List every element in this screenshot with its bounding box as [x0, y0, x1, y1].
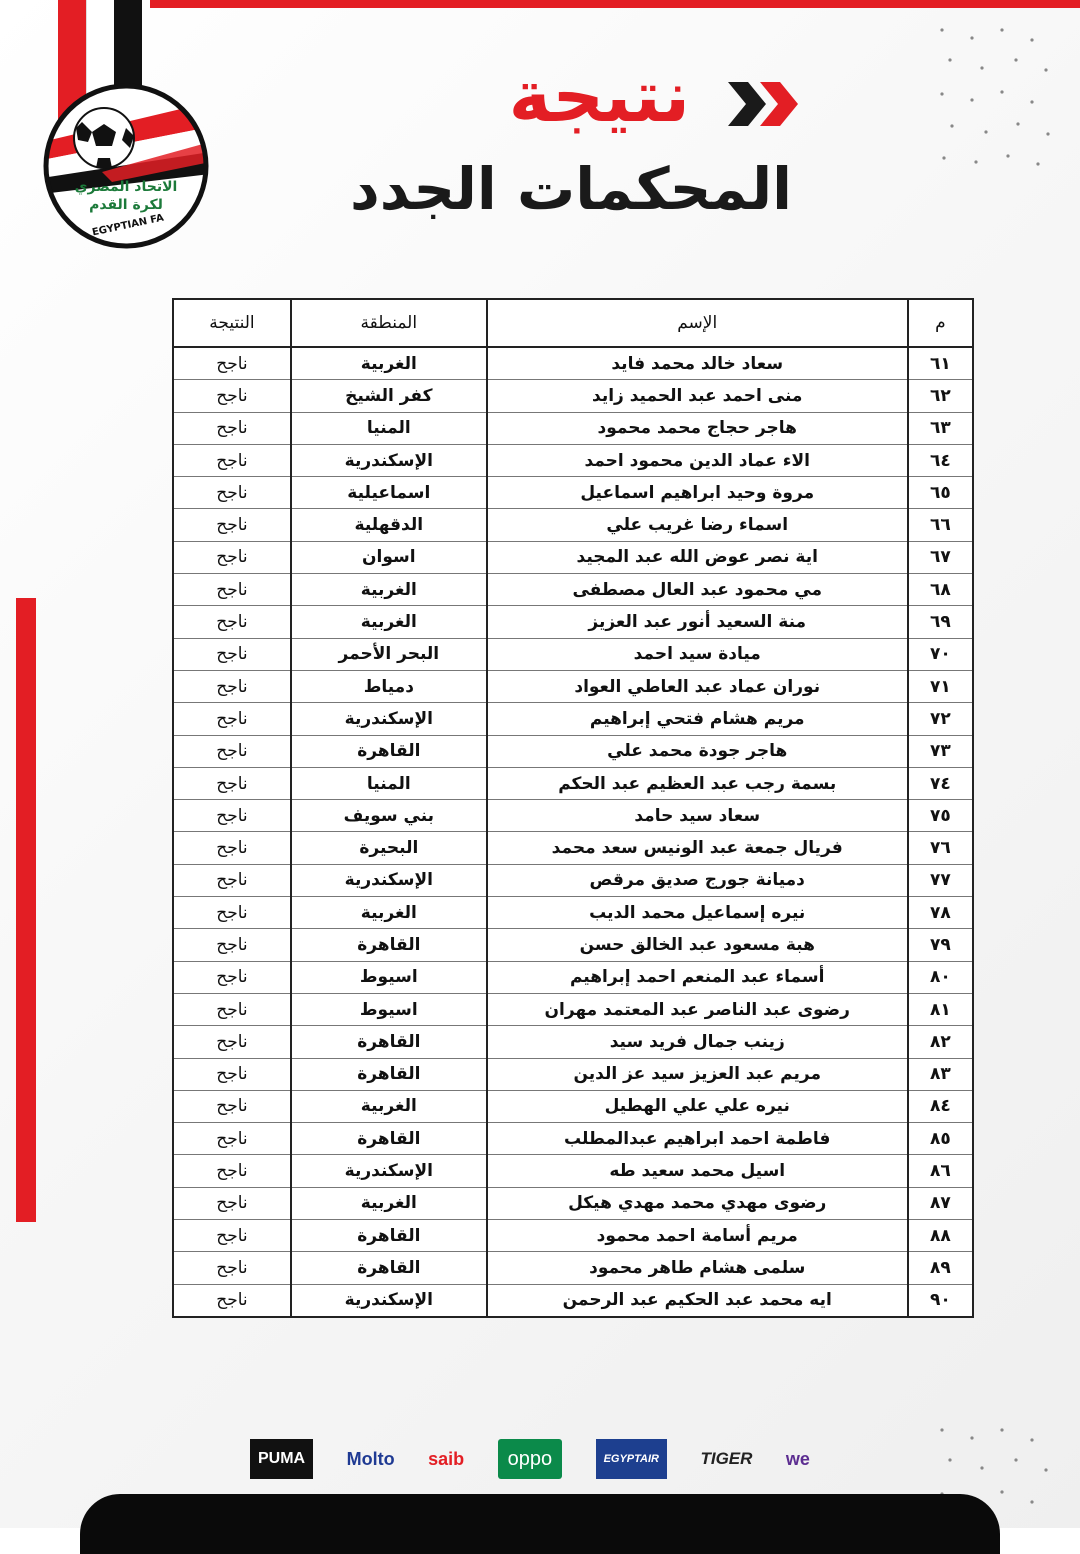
row-result: ناجح	[173, 1284, 291, 1317]
row-number: ٨٧	[908, 1187, 973, 1219]
row-number: ٧٦	[908, 832, 973, 864]
table-row	[173, 1026, 973, 1058]
row-region: اسوان	[291, 541, 487, 573]
row-result: ناجح	[173, 1123, 291, 1155]
row-name: نيره علي علي الهطيل	[487, 1090, 908, 1122]
table-header-row	[173, 299, 973, 347]
row-result: ناجح	[173, 961, 291, 993]
row-name: بسمة رجب عبد العظيم عبد الحكم	[487, 767, 908, 799]
table-row	[173, 412, 973, 444]
row-region: الإسكندرية	[291, 864, 487, 896]
row-number: ٧٩	[908, 929, 973, 961]
row-region: القاهرة	[291, 1123, 487, 1155]
sponsor-logo-tiger: TIGER	[700, 1449, 753, 1468]
row-result: ناجح	[173, 1058, 291, 1090]
row-number: ٦٦	[908, 509, 973, 541]
row-name: منة السعيد أنور عبد العزيز	[487, 606, 908, 638]
header-num: م	[908, 299, 973, 347]
title-main: نتيجة	[508, 54, 690, 138]
egyptian-fa-logo	[42, 82, 210, 250]
row-region: اسماعيلية	[291, 477, 487, 509]
row-name: زينب جمال فريد سيد	[487, 1026, 908, 1058]
row-result: ناجح	[173, 670, 291, 702]
row-number: ٦٣	[908, 412, 973, 444]
row-result: ناجح	[173, 412, 291, 444]
table-row	[173, 380, 973, 412]
table-row	[173, 832, 973, 864]
row-number: ٦٤	[908, 444, 973, 476]
header-result: النتيجة	[173, 299, 291, 347]
row-region: الإسكندرية	[291, 703, 487, 735]
logo-text-ar: الاتحاد المصري لكرة القدم	[74, 179, 178, 213]
row-name: الاء عماد الدين محمود احمد	[487, 444, 908, 476]
row-name: فاطمة احمد ابراهيم عبدالمطلب	[487, 1123, 908, 1155]
row-result: ناجح	[173, 347, 291, 380]
table-row	[173, 703, 973, 735]
sponsor-logo-we: we	[785, 1448, 810, 1469]
row-number: ٧١	[908, 670, 973, 702]
double-chevron-icon	[700, 74, 800, 134]
row-region: الغربية	[291, 1187, 487, 1219]
table-row	[173, 347, 973, 380]
row-name: نوران عماد عبد العاطي العواد	[487, 670, 908, 702]
row-region: القاهرة	[291, 1252, 487, 1284]
table-row	[173, 1284, 973, 1317]
page-title	[300, 54, 820, 230]
bottom-black-bar	[80, 1494, 1000, 1554]
row-number: ٨٥	[908, 1123, 973, 1155]
row-name: ميادة سيد احمد	[487, 638, 908, 670]
sponsor-bar	[250, 1436, 810, 1482]
table-row	[173, 509, 973, 541]
sponsor-logo-puma: PUMA	[250, 1439, 313, 1479]
table-row	[173, 1058, 973, 1090]
row-number: ٨٢	[908, 1026, 973, 1058]
row-number: ٦٢	[908, 380, 973, 412]
table-row	[173, 993, 973, 1025]
table-row	[173, 897, 973, 929]
sponsor-logo-saib: saib	[428, 1448, 465, 1469]
table-row	[173, 574, 973, 606]
row-number: ٨٦	[908, 1155, 973, 1187]
table-row	[173, 1220, 973, 1252]
row-number: ٦٧	[908, 541, 973, 573]
row-result: ناجح	[173, 444, 291, 476]
row-name: مريم هشام فتحي إبراهيم	[487, 703, 908, 735]
table-row	[173, 1187, 973, 1219]
row-region: الغربية	[291, 347, 487, 380]
row-result: ناجح	[173, 541, 291, 573]
row-result: ناجح	[173, 767, 291, 799]
row-name: فريال جمعة عبد الونيس سعد محمد	[487, 832, 908, 864]
row-number: ٧٤	[908, 767, 973, 799]
row-name: سعاد خالد محمد فايد	[487, 347, 908, 380]
row-result: ناجح	[173, 509, 291, 541]
row-result: ناجح	[173, 800, 291, 832]
row-number: ٧٨	[908, 897, 973, 929]
row-region: المنيا	[291, 767, 487, 799]
row-region: الغربية	[291, 897, 487, 929]
row-name: منى احمد عبد الحميد زايد	[487, 380, 908, 412]
table-row	[173, 541, 973, 573]
row-name: أسماء عبد المنعم احمد إبراهيم	[487, 961, 908, 993]
row-number: ٨٤	[908, 1090, 973, 1122]
row-number: ٧٥	[908, 800, 973, 832]
dot-pattern-top	[932, 20, 1062, 170]
row-number: ٦٩	[908, 606, 973, 638]
row-number: ٨١	[908, 993, 973, 1025]
header-region: المنطقة	[291, 299, 487, 347]
title-sub: المحكمات الجدد	[350, 155, 792, 223]
row-result: ناجح	[173, 1026, 291, 1058]
row-region: الإسكندرية	[291, 1284, 487, 1317]
row-region: القاهرة	[291, 735, 487, 767]
table-row	[173, 1123, 973, 1155]
sponsor-logo-egyptair: EGYPTAIR	[596, 1439, 667, 1479]
row-number: ٧٢	[908, 703, 973, 735]
row-region: اسيوط	[291, 961, 487, 993]
row-result: ناجح	[173, 864, 291, 896]
row-name: نيره إسماعيل محمد الديب	[487, 897, 908, 929]
sponsor-logo-molto: Molto	[346, 1448, 395, 1469]
row-region: كفر الشيخ	[291, 380, 487, 412]
table-row	[173, 477, 973, 509]
row-region: البحيرة	[291, 832, 487, 864]
table-row	[173, 735, 973, 767]
row-number: ٦٥	[908, 477, 973, 509]
row-result: ناجح	[173, 574, 291, 606]
row-result: ناجح	[173, 1155, 291, 1187]
row-result: ناجح	[173, 929, 291, 961]
row-number: ٨٩	[908, 1252, 973, 1284]
row-region: الدقهلية	[291, 509, 487, 541]
row-result: ناجح	[173, 638, 291, 670]
row-region: الإسكندرية	[291, 444, 487, 476]
row-region: القاهرة	[291, 1026, 487, 1058]
row-name: اسيل محمد سعيد طه	[487, 1155, 908, 1187]
table-row	[173, 1252, 973, 1284]
row-region: الغربية	[291, 574, 487, 606]
row-number: ٨٨	[908, 1220, 973, 1252]
row-result: ناجح	[173, 1090, 291, 1122]
sponsor-logo-oppo: oppo	[498, 1439, 563, 1479]
table-row	[173, 670, 973, 702]
row-region: القاهرة	[291, 1220, 487, 1252]
row-result: ناجح	[173, 1187, 291, 1219]
row-name: مي محمود عبد العال مصطفى	[487, 574, 908, 606]
table-row	[173, 1155, 973, 1187]
row-name: مروة وحيد ابراهيم اسماعيل	[487, 477, 908, 509]
side-red-bar	[16, 598, 36, 1222]
row-region: الغربية	[291, 1090, 487, 1122]
top-red-line	[150, 0, 1080, 8]
row-name: سعاد سيد حامد	[487, 800, 908, 832]
table-row	[173, 606, 973, 638]
row-result: ناجح	[173, 606, 291, 638]
row-number: ٧٠	[908, 638, 973, 670]
table-row	[173, 444, 973, 476]
row-result: ناجح	[173, 897, 291, 929]
row-result: ناجح	[173, 735, 291, 767]
row-region: القاهرة	[291, 929, 487, 961]
row-result: ناجح	[173, 703, 291, 735]
row-result: ناجح	[173, 1220, 291, 1252]
row-result: ناجح	[173, 477, 291, 509]
table-row	[173, 864, 973, 896]
header-name: الإسم	[487, 299, 908, 347]
row-name: ايه محمد عبد الحكيم عبد الرحمن	[487, 1284, 908, 1317]
row-result: ناجح	[173, 993, 291, 1025]
row-name: هاجر حجاج محمد محمود	[487, 412, 908, 444]
row-name: اية نصر عوض الله عبد المجيد	[487, 541, 908, 573]
row-region: دمياط	[291, 670, 487, 702]
row-number: ٩٠	[908, 1284, 973, 1317]
row-name: هبة مسعود عبد الخالق حسن	[487, 929, 908, 961]
row-result: ناجح	[173, 380, 291, 412]
table-row	[173, 1090, 973, 1122]
row-region: البحر الأحمر	[291, 638, 487, 670]
row-number: ٧٣	[908, 735, 973, 767]
results-table	[172, 298, 974, 1318]
row-region: المنيا	[291, 412, 487, 444]
row-name: رضوى عبد الناصر عبد المعتمد مهران	[487, 993, 908, 1025]
row-region: الغربية	[291, 606, 487, 638]
table-row	[173, 929, 973, 961]
row-region: الإسكندرية	[291, 1155, 487, 1187]
row-region: القاهرة	[291, 1058, 487, 1090]
row-number: ٨٠	[908, 961, 973, 993]
table-row	[173, 767, 973, 799]
row-number: ٨٣	[908, 1058, 973, 1090]
row-name: سلمى هشام طاهر محمود	[487, 1252, 908, 1284]
row-result: ناجح	[173, 1252, 291, 1284]
row-name: اسماء رضا غريب علي	[487, 509, 908, 541]
row-name: هاجر جودة محمد علي	[487, 735, 908, 767]
table-row	[173, 638, 973, 670]
row-number: ٦٨	[908, 574, 973, 606]
table-row	[173, 800, 973, 832]
row-result: ناجح	[173, 832, 291, 864]
row-number: ٧٧	[908, 864, 973, 896]
row-number: ٦١	[908, 347, 973, 380]
row-region: بني سويف	[291, 800, 487, 832]
row-name: مريم عبد العزيز سيد عز الدين	[487, 1058, 908, 1090]
row-name: دميانة جورج صديق مرقص	[487, 864, 908, 896]
row-name: رضوى مهدي محمد مهدي هيكل	[487, 1187, 908, 1219]
row-region: اسيوط	[291, 993, 487, 1025]
logo-text-en: EGYPTIAN FA	[91, 212, 165, 239]
table-row	[173, 961, 973, 993]
row-name: مريم أسامة احمد محمود	[487, 1220, 908, 1252]
